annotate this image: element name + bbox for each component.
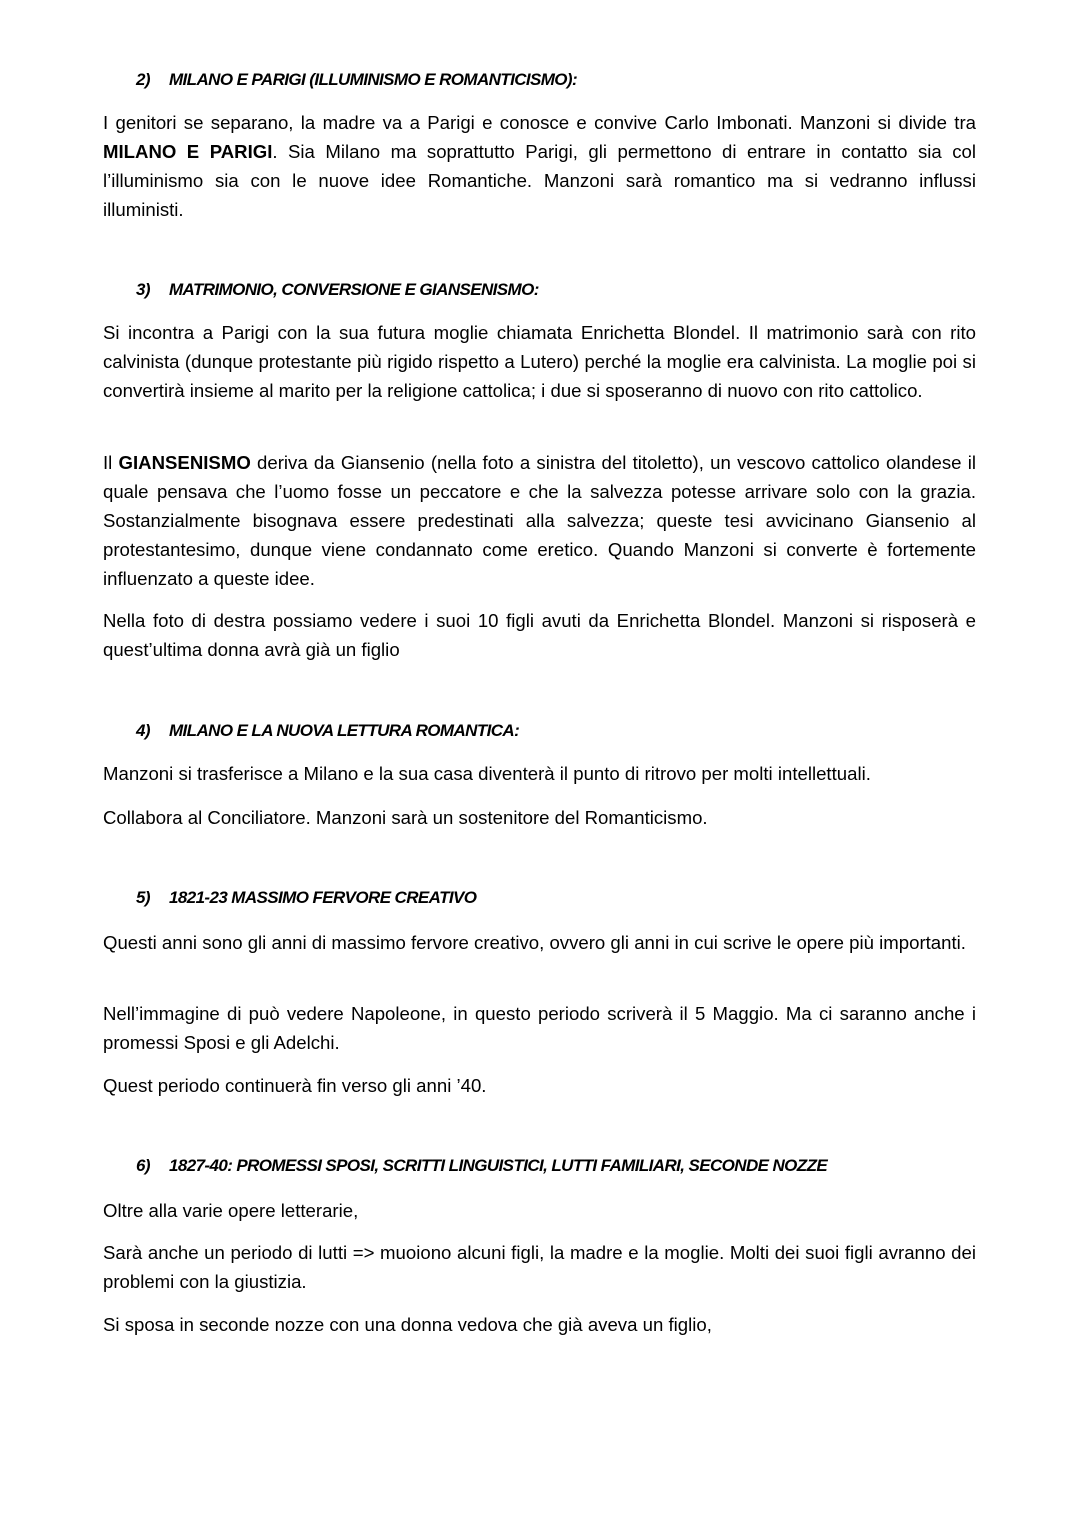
paragraph: Nell’immagine di può vedere Napoleone, in questo periodo scriverà il 5 Maggio. Ma ci saranno anche i promessi Sposi e gli Adelchi. — [103, 1003, 976, 1053]
section-heading-2 — [136, 69, 577, 91]
paragraph: Questi anni sono gli anni di massimo fervore creativo, ovvero gli anni in cui scrive le opere più importanti. — [103, 932, 966, 953]
section-title: MATRIMONIO, CONVERSIONE E GIANSENISMO: — [169, 280, 539, 299]
paragraph: Manzoni si trasferisce a Milano e la sua casa diventerà il punto di ritrovo per molti intellettuali. — [103, 763, 871, 784]
section-number: 4) — [136, 721, 150, 740]
paragraph: Oltre alla varie opere letterarie, — [103, 1200, 359, 1221]
paragraph: I genitori se separano, la madre va a Parigi e conosce e convive Carlo Imbonati. Manzoni si divide tra MILANO E PARIGI. Sia Milano ma soprattutto Parigi, gli permettono di entrare in contatto sia col l’illuminismo sia con le nuove idee Romantiche. Manzoni sarà romantico ma si vedranno influssi illuministi. — [103, 112, 976, 220]
section-title: MILANO E LA NUOVA LETTURA ROMANTICA: — [169, 721, 520, 740]
section-heading-5 — [136, 887, 476, 909]
emphasis-milano-parigi: MILANO E PARIGI — [103, 141, 273, 162]
paragraph: Nella foto di destra possiamo vedere i suoi 10 figli avuti da Enrichetta Blondel. Manzoni si risposerà e quest’ultima donna avrà già un figlio — [103, 610, 976, 660]
section-title: MILANO E PARIGI (ILLUMINISMO E ROMANTICISMO): — [169, 70, 578, 89]
section-heading-6 — [136, 1155, 827, 1177]
paragraph: Collabora al Conciliatore. Manzoni sarà un sostenitore del Romanticismo. — [103, 807, 708, 828]
section-number: 3) — [136, 280, 150, 299]
paragraph: Il GIANSENISMO deriva da Giansenio (nella foto a sinistra del titoletto), un vescovo cattolico olandese il quale pensava che l’uomo fosse un peccatore e che la salvezza potesse arrivare solo con la grazia. Sostanzialmente bisognava essere predestinati alla salvezza; queste tesi avvicinano Giansenio al protestantesimo, dunque viene condannato come eretico. Quando Manzoni si converte è fortemente influenzato a queste idee. — [103, 452, 976, 589]
paragraph: Si incontra a Parigi con la sua futura moglie chiamata Enrichetta Blondel. Il matrimonio sarà con rito calvinista (dunque protestante più rigido rispetto a Lutero) perché la moglie era calvinista. La moglie poi si convertirà insieme al marito per la religione cattolica; i due si sposeranno di nuovo con rito cattolico. — [103, 322, 976, 401]
section-heading-4 — [136, 720, 519, 742]
paragraph: Sarà anche un periodo di lutti => muoiono alcuni figli, la madre e la moglie. Molti dei suoi figli avranno dei problemi con la giustizia. — [103, 1242, 976, 1292]
paragraph: Quest periodo continuerà fin verso gli anni ’40. — [103, 1075, 487, 1096]
paragraph: Si sposa in seconde nozze con una donna vedova che già aveva un figlio, — [103, 1314, 712, 1335]
emphasis-giansenismo: GIANSENISMO — [118, 452, 251, 473]
section-number: 2) — [136, 70, 150, 89]
section-number: 6) — [136, 1156, 150, 1175]
section-title: 1821-23 MASSIMO FERVORE CREATIVO — [169, 888, 477, 907]
section-heading-3 — [136, 279, 539, 301]
section-number: 5) — [136, 888, 150, 907]
section-title: 1827-40: PROMESSI SPOSI, SCRITTI LINGUISTICI, LUTTI FAMILIARI, SECONDE NOZZE — [169, 1156, 828, 1175]
